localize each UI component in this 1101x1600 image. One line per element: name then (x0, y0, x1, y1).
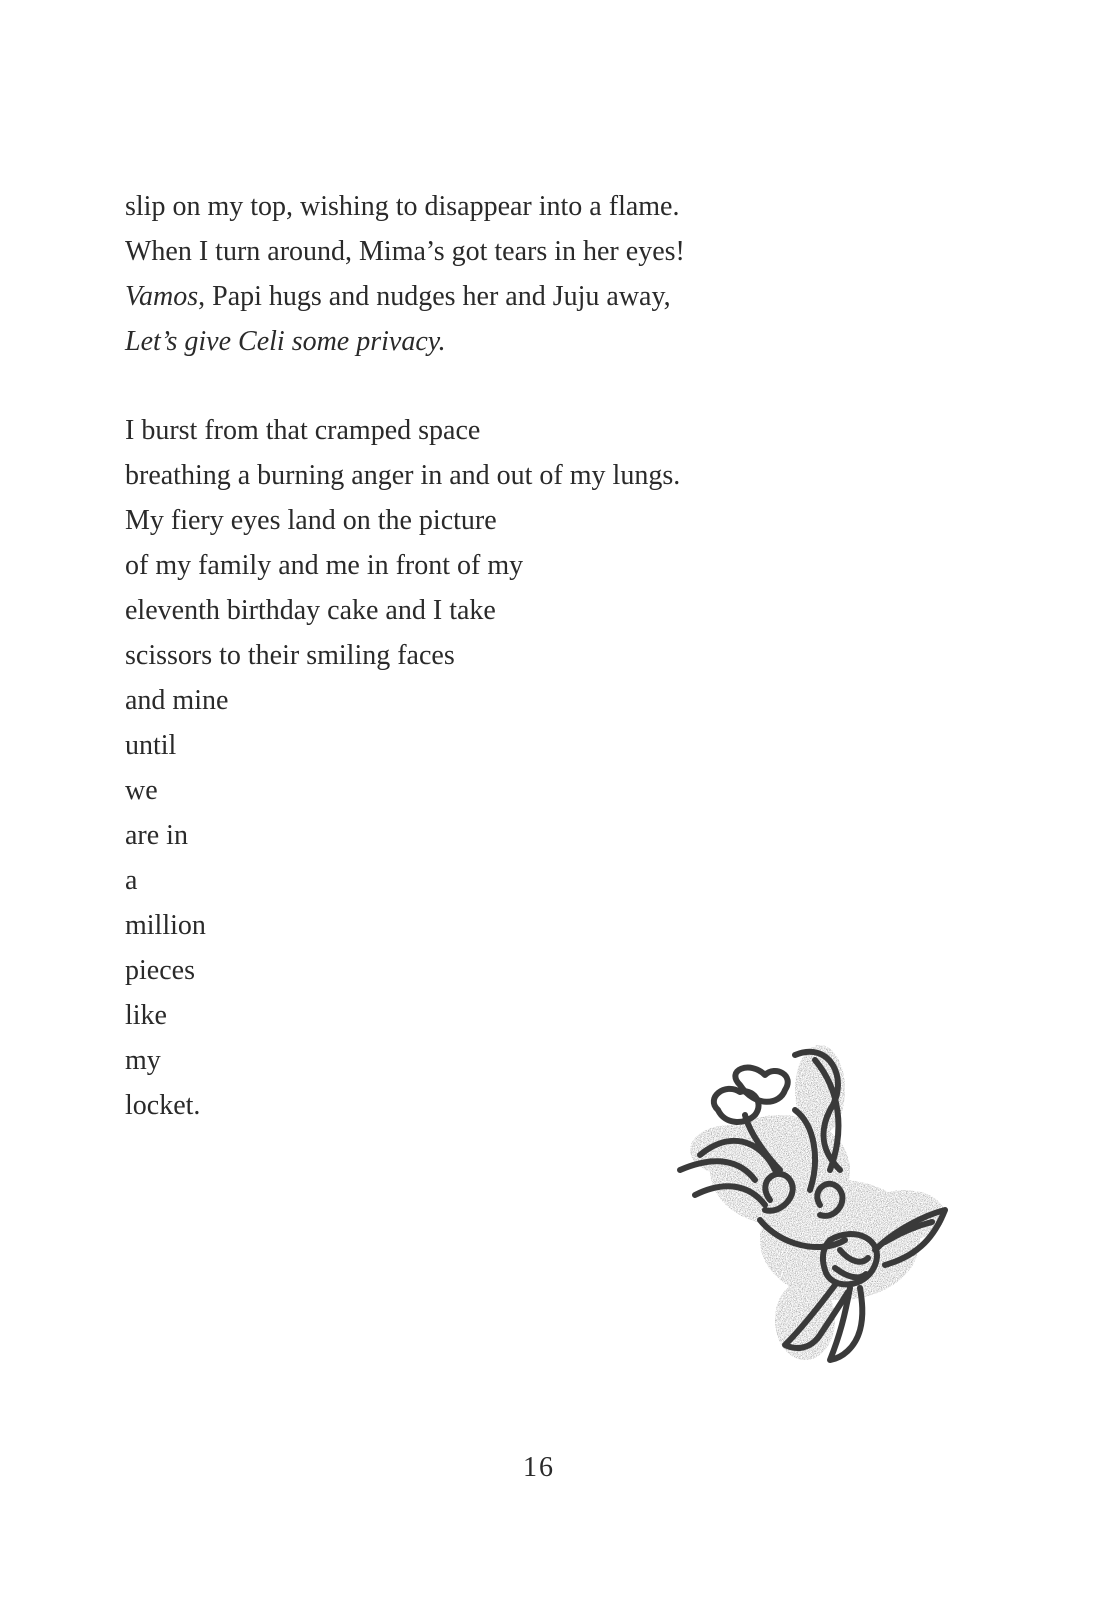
poem-line: are in (125, 820, 188, 851)
page-number: 16 (523, 1452, 555, 1483)
poem-line: My fiery eyes land on the picture (125, 505, 497, 536)
flower-ornament-icon (670, 1030, 960, 1370)
poem-line: locket. (125, 1090, 201, 1121)
poem-line: like (125, 1000, 167, 1031)
poem-line: we (125, 775, 158, 806)
poem-line (125, 319, 685, 364)
poem-line: a (125, 865, 138, 896)
italic-word: Vamos (125, 281, 199, 312)
poem-line: scissors to their smiling faces (125, 640, 455, 671)
poem-line: my (125, 1045, 161, 1076)
poem-line: pieces (125, 955, 195, 986)
poem-line: until (125, 730, 177, 761)
poem-line (125, 274, 685, 319)
poem-line-text: , Papi hugs and nudges her and Juju away, (198, 281, 671, 312)
poem-line: of my family and me in front of my (125, 550, 524, 581)
poem-line: and mine (125, 685, 229, 716)
italic-line: Let’s give Celi some privacy. (125, 326, 446, 357)
poem-line: breathing a burning anger in and out of my lungs. (125, 460, 681, 491)
poem-line: eleventh birthday cake and I take (125, 595, 496, 626)
poem-line: million (125, 910, 206, 941)
poem-line: I burst from that cramped space (125, 415, 481, 446)
poem-line: When I turn around, Mima’s got tears in her eyes! (125, 236, 685, 267)
poem-line: slip on my top, wishing to disappear into a flame. (125, 191, 680, 222)
stanza-1 (125, 184, 685, 364)
stanza-2 (125, 408, 680, 1128)
